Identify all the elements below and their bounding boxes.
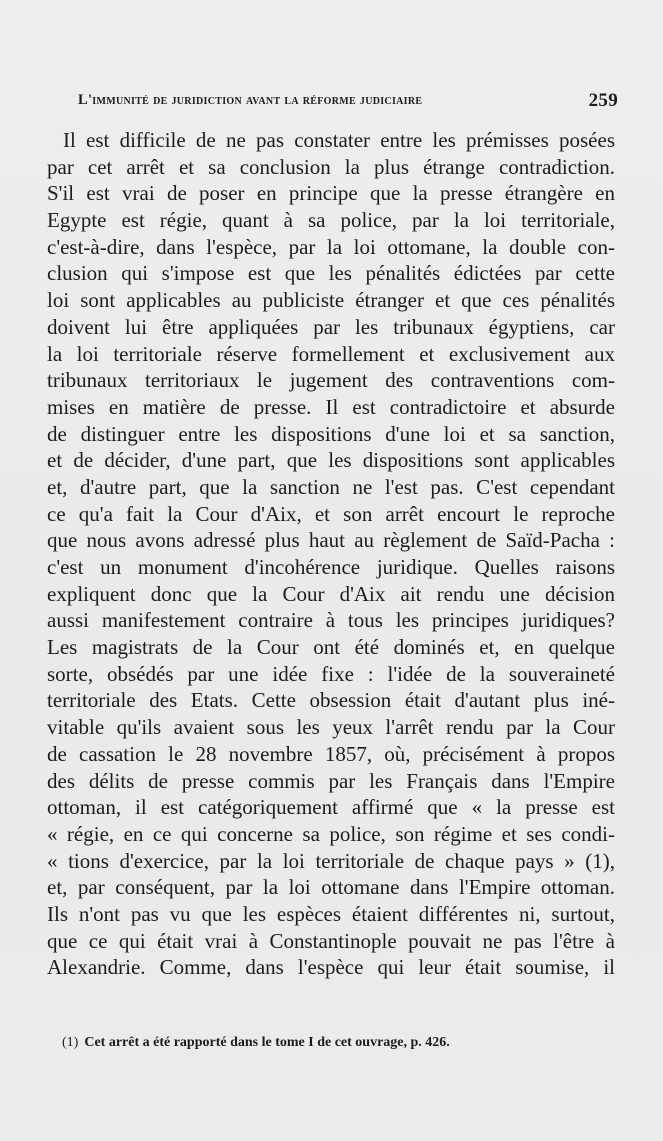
running-head — [78, 90, 618, 114]
text-line: et de décider, d'une part, que les dispositions sont applicables — [47, 448, 615, 473]
footnote — [62, 1035, 582, 1051]
text-line: aussi manifestement contraire à tous les principes juridiques? — [47, 608, 615, 633]
text-line: que nous avons adressé plus haut au règlement de Saïd-Pacha : — [47, 528, 615, 553]
text-line: Ils n'ont pas vu que les espèces étaient différentes ni, surtout, — [47, 901, 615, 926]
footnote-text: Cet arrêt a été rapporté dans le tome I de cet ouvrage, p. 426. — [84, 1035, 450, 1050]
text-line: mises en matière de presse. Il est contradictoire et absurde — [47, 394, 615, 419]
text-line: « tions d'exercice, par la loi territoriale de chaque pays » (1), — [47, 848, 615, 873]
text-line: S'il est vrai de poser en principe que la presse étrangère en — [47, 181, 615, 206]
text-line: et, par conséquent, par la loi ottomane dans l'Empire ottoman. — [47, 875, 615, 900]
text-line: doivent lui être appliquées par les tribunaux égyptiens, car — [47, 314, 615, 339]
text-line: territoriale des Etats. Cette obsession était d'autant plus iné- — [47, 688, 615, 713]
text-line: que ce qui était vrai à Constantinople pouvait ne pas l'être à — [47, 928, 615, 953]
text-line: et, d'autre part, que la sanction ne l'est pas. C'est cependant — [47, 474, 615, 499]
text-line: ottoman, il est catégoriquement affirmé que « la presse est — [47, 795, 615, 820]
text-line: c'est-à-dire, dans l'espèce, par la loi ottomane, la double con- — [47, 234, 615, 259]
text-line: expliquent donc que la Cour d'Aix ait rendu une décision — [47, 581, 615, 606]
text-line: des délits de presse commis par les Français dans l'Empire — [47, 768, 615, 793]
text-line: de cassation le 28 novembre 1857, où, précisément à propos — [47, 741, 615, 766]
body-text — [47, 127, 615, 981]
text-line: sorte, obsédés par une idée fixe : l'idée de la souveraineté — [47, 661, 615, 686]
text-line: Egypte est régie, quant à sa police, par la loi territoriale, — [47, 208, 615, 233]
text-line: « régie, en ce qui concerne sa police, son régime et ses condi- — [47, 821, 615, 846]
text-line: Alexandrie. Comme, dans l'espèce qui leur était soumise, il — [47, 955, 615, 980]
text-line: loi sont applicables au publiciste étranger et que ces pénalités — [47, 288, 615, 313]
text-line: ce qu'a fait la Cour d'Aix, et son arrêt encourt le reproche — [47, 501, 615, 526]
text-line: tribunaux territoriaux le jugement des contraventions com- — [47, 368, 615, 393]
text-line: de distinguer entre les dispositions d'une loi et sa sanction, — [47, 421, 615, 446]
text-line: c'est un monument d'incohérence juridique. Quelles raisons — [47, 555, 615, 579]
text-line: Il est difficile de ne pas constater entre les prémisses posées — [63, 128, 615, 152]
text-line: la loi territoriale réserve formellement et exclusivement aux — [47, 341, 615, 366]
text-line: par cet arrêt et sa conclusion la plus étrange contradiction. — [47, 154, 615, 179]
page-number: 259 — [588, 90, 618, 111]
text-line: Les magistrats de la Cour ont été dominés et, en quelque — [47, 635, 615, 660]
running-title: L'immunité de juridiction avant la réforme judiciaire — [78, 92, 423, 108]
text-line: vitable qu'ils avaient sous les yeux l'arrêt rendu par la Cour — [47, 715, 615, 740]
footnote-marker: (1) — [62, 1035, 79, 1050]
text-line: clusion qui s'impose est que les pénalités édictées par cette — [47, 261, 615, 286]
